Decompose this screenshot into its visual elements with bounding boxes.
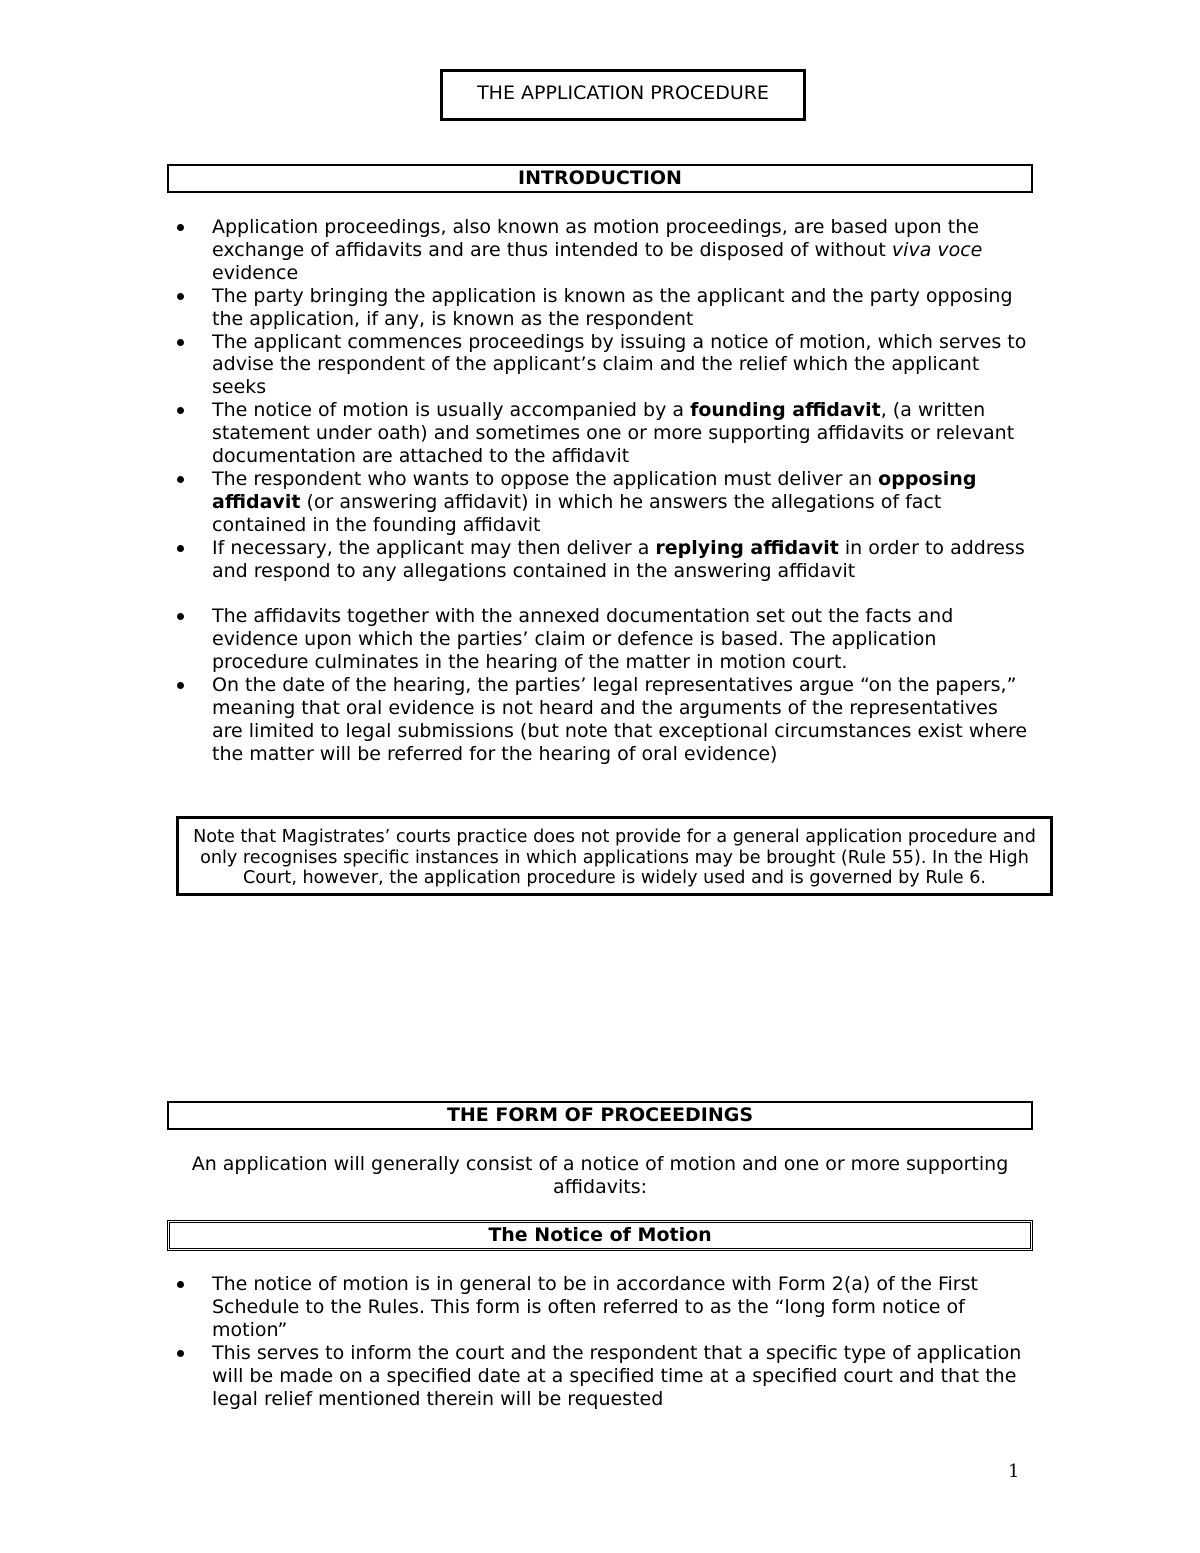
bold-term: founding affidavit [690,399,881,422]
text-run: The party bringing the application is known as the applicant and the party opposing the application, if any, is known as the respondent [212,284,1013,330]
list-item [170,399,1030,468]
text-run: Application proceedings, also known as motion proceedings, are based upon the exchange of affidavits and are thus intended to be disposed of without [212,216,979,261]
document-title: THE APPLICATION PROCEDURE [440,69,806,121]
text-run: The applicant commences proceedings by issuing a notice of motion, which serves to advise the respondent of the applicant’s claim and the relief which the applicant seeks [212,330,1027,399]
list-item [170,468,1030,537]
notice-of-motion-subheading: The Notice of Motion [167,1220,1033,1251]
list-item [170,674,1030,766]
text-run: evidence [212,261,299,284]
introduction-heading: INTRODUCTION [167,164,1033,193]
text-run: , (a written statement under oath) and sometimes one or more supporting affidavits or relevant documentation are attached to the affidavit [212,399,1015,468]
form-of-proceedings-heading: THE FORM OF PROCEEDINGS [167,1101,1033,1130]
page-number: 1 [1008,1461,1020,1482]
bold-term: replying affidavit [655,536,839,559]
list-item [170,216,1030,285]
list-item [170,605,1030,674]
list-item [170,285,1030,331]
list-item [170,537,1030,583]
bold-term: opposing affidavit [212,467,977,513]
text-run: The affidavits together with the annexed documentation set out the facts and evidence upon which the parties’ claim or defence is based. The application procedure culminates in the hearing of the matter in motion court. [212,605,954,674]
text-run: The respondent who wants to oppose the application must deliver an [212,467,879,490]
list-item [170,1273,1030,1342]
text-run: On the date of the hearing, the parties’ legal representatives argue “on the papers,” meaning that oral evidence is not heard and the arguments of the representatives are limited to legal submissions (but note that exceptional circumstances exist where the matter will be referred for the hearing of oral evidence) [212,674,1028,765]
text-run: If necessary, the applicant may then deliver a [212,536,656,559]
form-intro-paragraph: An application will generally consist of a notice of motion and one or more supporting affidavits: [191,1153,1009,1198]
list-item [170,1342,1030,1411]
text-run: (or answering affidavit) in which he answers the allegations of fact contained in the founding affidavit [212,490,942,536]
notice-of-motion-bullet-list [170,1273,1030,1410]
list-item [170,331,1030,400]
text-run: The notice of motion is in general to be in accordance with Form 2(a) of the First Schedule to the Rules. This form is often referred to as the “long form notice of motion” [212,1273,978,1341]
text-run: in order to address and respond to any allegations contained in the answering affidavit [212,536,1025,582]
magistrates-note-box: Note that Magistrates’ courts practice does not provide for a general application procedure and only recognises specific instances in which applications may be brought (Rule 55). In the High Court, however, the application procedure is widely used and is governed by Rule 6. [176,816,1053,896]
text-run: This serves to inform the court and the respondent that a specific type of application will be made on a specified date at a specified time at a specified court and that the legal relief mentioned therein will be requested [212,1341,1022,1410]
text-run: The notice of motion is usually accompanied by a [212,399,691,422]
italic-term: viva voce [891,238,983,261]
introduction-bullet-list [170,216,1030,766]
